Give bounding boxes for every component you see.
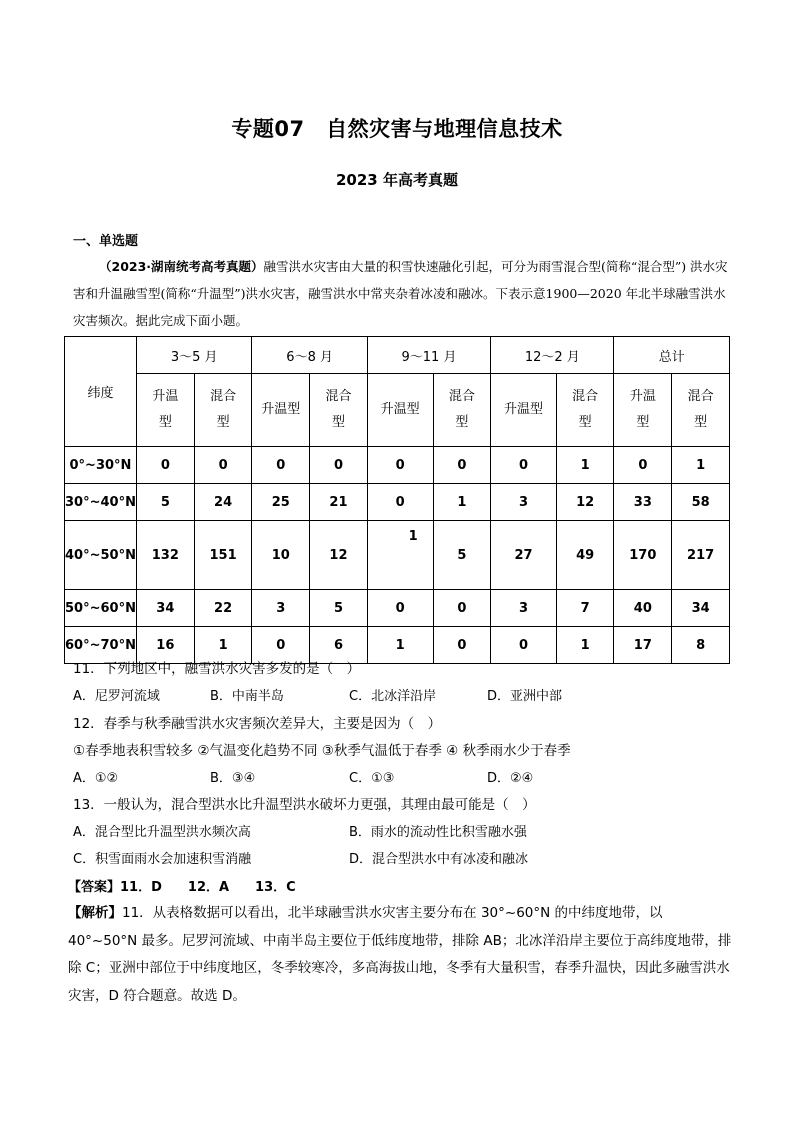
q11-option-a[interactable]: A．尼罗河流域	[73, 689, 160, 704]
q11-option-b[interactable]: B．中南半岛	[210, 689, 284, 704]
question-intro	[73, 253, 733, 334]
table-cell-value: 27	[491, 521, 557, 590]
table-subheader-type: 混合 型	[672, 374, 730, 447]
table-cell-value: 0	[310, 447, 368, 484]
table-cell-latitude: 30°~40°N	[65, 484, 137, 521]
q12-option-c[interactable]: C．①③	[349, 771, 395, 786]
table-subheader-type: 升温 型	[136, 374, 194, 447]
table-cell-value: 217	[672, 521, 730, 590]
table-cell-value: 25	[252, 484, 310, 521]
question-source: （2023·湖南统考高考真题）	[99, 259, 264, 274]
table-header-period: 3～5 月	[136, 337, 252, 374]
table-cell-value: 5	[433, 521, 491, 590]
table-cell-value: 5	[310, 590, 368, 627]
table-cell-value: 40	[614, 590, 672, 627]
table-header-row	[65, 337, 730, 374]
table-header-period: 6～8 月	[252, 337, 367, 374]
table-cell-value: 10	[252, 521, 310, 590]
table-cell-value: 49	[556, 521, 614, 590]
table-cell-value: 1	[194, 627, 252, 664]
table-cell-value: 0	[367, 590, 433, 627]
analysis-block	[68, 900, 736, 1010]
table-cell-value: 8	[672, 627, 730, 664]
table-header-latitude: 纬度	[65, 337, 137, 447]
table-cell-value: 1	[556, 447, 614, 484]
table-cell-value: 0	[614, 447, 672, 484]
table-cell-value: 24	[194, 484, 252, 521]
answer-line	[68, 876, 296, 895]
table-cell-value: 3	[491, 484, 557, 521]
table-subheader-type: 混合 型	[556, 374, 614, 447]
table-cell-value: 0	[433, 627, 491, 664]
table-cell-value: 7	[556, 590, 614, 627]
table-cell-value: 151	[194, 521, 252, 590]
table-cell-value: 33	[614, 484, 672, 521]
table-subheader-type: 升温型	[367, 374, 433, 447]
q11-option-d[interactable]: D．亚洲中部	[487, 689, 563, 704]
table-cell-value: 1	[672, 447, 730, 484]
table-cell-latitude: 0°~30°N	[65, 447, 137, 484]
table-subheader-row	[65, 374, 730, 447]
analysis-text: 11．从表格数据可以看出，北半球融雪洪水灾害主要分布在 30°~60°N 的中纬度地带，以 40°~50°N 最多。尼罗河流域、中南半岛主要位于低纬度地带，排除 AB；北冰洋沿岸主要位于高纬度地带，排除 C；亚洲中部位于中纬度地区，冬季较寒冷，多高海拔山地，冬季有大量积雪，春季升温快，因此多融雪洪水灾害，D 符合题意。故选 D。	[68, 905, 732, 1004]
table-subheader-type: 混合 型	[433, 374, 491, 447]
table-row	[65, 447, 730, 484]
table-cell-value: 12	[556, 484, 614, 521]
q13-option-a[interactable]: A．混合型比升温型洪水频次高	[73, 825, 251, 840]
question-12-stem: 12．春季与秋季融雪洪水灾害频次差异大，主要是因为（ ）	[73, 716, 442, 732]
table-cell-latitude: 60°~70°N	[65, 627, 137, 664]
table-cell-value: 0	[491, 447, 557, 484]
table-cell-value: 6	[310, 627, 368, 664]
table-cell-value: 1	[433, 484, 491, 521]
table-cell-value: 0	[433, 447, 491, 484]
answer-text: 11．D 12．A 13．C	[120, 880, 296, 895]
table-cell-value: 22	[194, 590, 252, 627]
table-cell-value: 0	[491, 627, 557, 664]
table-cell-value: 12	[310, 521, 368, 590]
table-cell-value: 58	[672, 484, 730, 521]
table-subheader-type: 升温 型	[614, 374, 672, 447]
table-cell-value: 0	[136, 447, 194, 484]
page-title: 专题07 自然灾害与地理信息技术	[231, 117, 563, 141]
table-subheader-type: 升温型	[252, 374, 310, 447]
q12-option-a[interactable]: A．①②	[73, 771, 119, 786]
table-header-period: 12～2 月	[491, 337, 614, 374]
page-subtitle: 2023 年高考真题	[336, 171, 458, 189]
section-heading: 一、单选题	[73, 234, 139, 249]
q12-option-d[interactable]: D．②④	[487, 771, 534, 786]
q12-option-b[interactable]: B．③④	[210, 771, 256, 786]
table-row	[65, 521, 730, 590]
table-cell-value: 5	[136, 484, 194, 521]
table-cell-value: 0	[194, 447, 252, 484]
analysis-label: 【解析】	[68, 905, 122, 921]
question-intro-text: 融雪洪水灾害由大量的积雪快速融化引起，可分为雨雪混合型(简称“混合型”) 洪水灾害和升温融雪型(简称“升温型”)洪水灾害，融雪洪水中常夹杂着冰凌和融冰。下表示意1900—2020 年北半球融雪洪水灾害频次。据此完成下面小题。	[73, 259, 728, 328]
table-cell-value: 34	[672, 590, 730, 627]
table-cell-value: 132	[136, 521, 194, 590]
snowmelt-flood-table	[64, 336, 730, 664]
q13-option-b[interactable]: B．雨水的流动性比积雪融水强	[349, 825, 527, 840]
table-cell-value: 0	[367, 447, 433, 484]
table-cell-value: 17	[614, 627, 672, 664]
q13-option-c[interactable]: C．积雪面雨水会加速积雪消融	[73, 852, 252, 867]
question-11-stem: 11．下列地区中，融雪洪水灾害多发的是（ ）	[73, 661, 361, 677]
table-cell-value: 0	[433, 590, 491, 627]
table-cell-latitude: 50°~60°N	[65, 590, 137, 627]
q13-option-d[interactable]: D．混合型洪水中有冰凌和融冰	[349, 852, 529, 867]
table-cell-value: 3	[491, 590, 557, 627]
table-cell-value: 0	[252, 627, 310, 664]
table-subheader-type: 混合 型	[194, 374, 252, 447]
table-cell-value: 16	[136, 627, 194, 664]
table-cell-value: 1	[367, 521, 433, 590]
table-cell-latitude: 40°~50°N	[65, 521, 137, 590]
table-cell-value: 34	[136, 590, 194, 627]
answer-label: 【答案】	[68, 880, 121, 895]
table-row	[65, 484, 730, 521]
table-cell-value: 0	[252, 447, 310, 484]
table-cell-value: 21	[310, 484, 368, 521]
table-subheader-type: 升温型	[491, 374, 557, 447]
table-cell-value: 170	[614, 521, 672, 590]
table-cell-value: 1	[556, 627, 614, 664]
table-header-period: 总计	[614, 337, 730, 374]
question-13-stem: 13．一般认为，混合型洪水比升温型洪水破坏力更强，其理由最可能是（ ）	[73, 797, 536, 813]
table-subheader-type: 混合 型	[310, 374, 368, 447]
table-cell-value: 0	[367, 484, 433, 521]
table-cell-value: 1	[367, 627, 433, 664]
table-header-period: 9～11 月	[367, 337, 490, 374]
table-cell-value: 3	[252, 590, 310, 627]
table-row	[65, 590, 730, 627]
q11-option-c[interactable]: C．北冰洋沿岸	[349, 689, 437, 704]
question-12-items: ①春季地表积雪较多 ②气温变化趋势不同 ③秋季气温低于春季 ④ 秋季雨水少于春季	[73, 743, 571, 759]
